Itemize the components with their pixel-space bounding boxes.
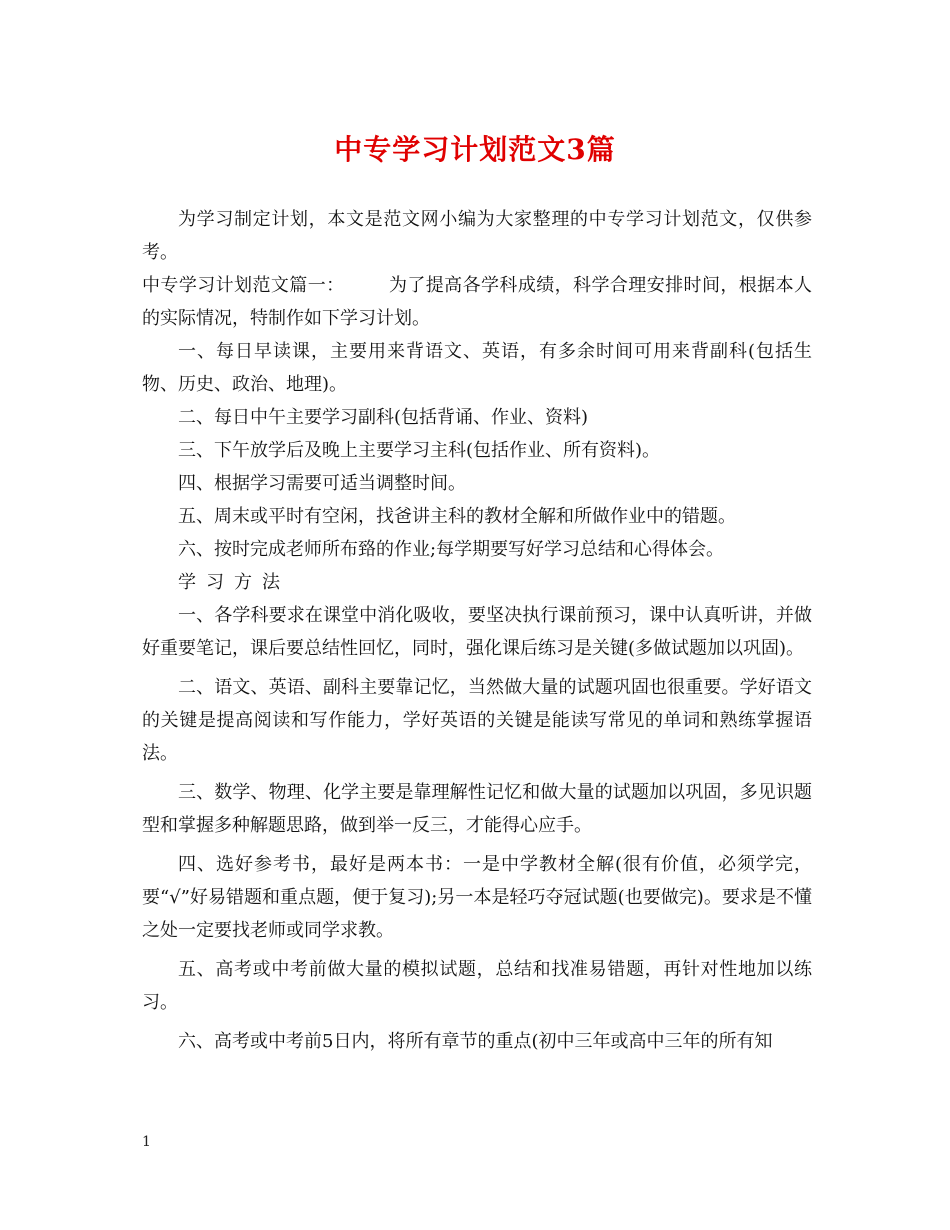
plan-item: 二、每日中午主要学习副科(包括背诵、作业、资料) — [178, 407, 589, 428]
section-paragraph — [142, 269, 812, 335]
document-body — [142, 203, 812, 1058]
page-number: 1 — [142, 1134, 151, 1150]
method-item: 五、高考或中考前做大量的模拟试题，总结和找准易错题，再针对性地加以练习。 — [142, 959, 812, 1013]
method-item: 六、高考或中考前5日内，将所有章节的重点(初中三年或高中三年的所有知 — [178, 1031, 773, 1052]
document-title: 中专学习计划范文3篇 — [334, 133, 616, 166]
plan-item: 一、每日早读课，主要用来背语文、英语，有多余时间可用来背副科(包括生物、历史、政治、地理)。 — [142, 341, 812, 395]
method-item: 三、数学、物理、化学主要是靠理解性记忆和做大量的试题加以巩固，多见识题型和掌握多种解题思路，做到举一反三，才能得心应手。 — [142, 782, 812, 836]
method-item: 二、语文、英语、副科主要靠记忆，当然做大量的试题巩固也很重要。学好语文的关键是提高阅读和写作能力，学好英语的关键是能读写常见的单词和熟练掌握语法。 — [142, 677, 812, 764]
intro-paragraph: 为学习制定计划，本文是范文网小编为大家整理的中专学习计划范文，仅供参考。 — [142, 209, 812, 263]
section-intro: 为了提高各学科成绩，科学合理安排时间，根据本人的实际情况，特制作如下学习计划。 — [142, 275, 812, 329]
method-item: 一、各学科要求在课堂中消化吸收，要坚决执行课前预习，课中认真听讲，并做好重要笔记，课后要总结性回忆，同时，强化课后练习是关键(多做试题加以巩固)。 — [142, 605, 812, 659]
plan-item: 六、按时完成老师所布臵的作业;每学期要写好学习总结和心得体会。 — [178, 539, 725, 560]
plan-item: 四、根据学习需要可适当调整时间。 — [178, 473, 466, 494]
section-label: 中专学习计划范文篇一： — [142, 275, 345, 296]
method-item: 四、选好参考书，最好是两本书：一是中学教材全解(很有价值，必须学完，要“√”好易错题和重点题，便于复习);另一本是轻巧夺冠试题(也要做完)。要求是不懂之处一定要找老师或同学求教。 — [142, 854, 812, 941]
methods-heading: 学习方法 — [178, 572, 290, 593]
plan-item: 五、周末或平时有空闲，找爸讲主科的教材全解和所做作业中的错题。 — [178, 506, 736, 527]
plan-item: 三、下午放学后及晚上主要学习主科(包括作业、所有资料)。 — [178, 440, 661, 461]
